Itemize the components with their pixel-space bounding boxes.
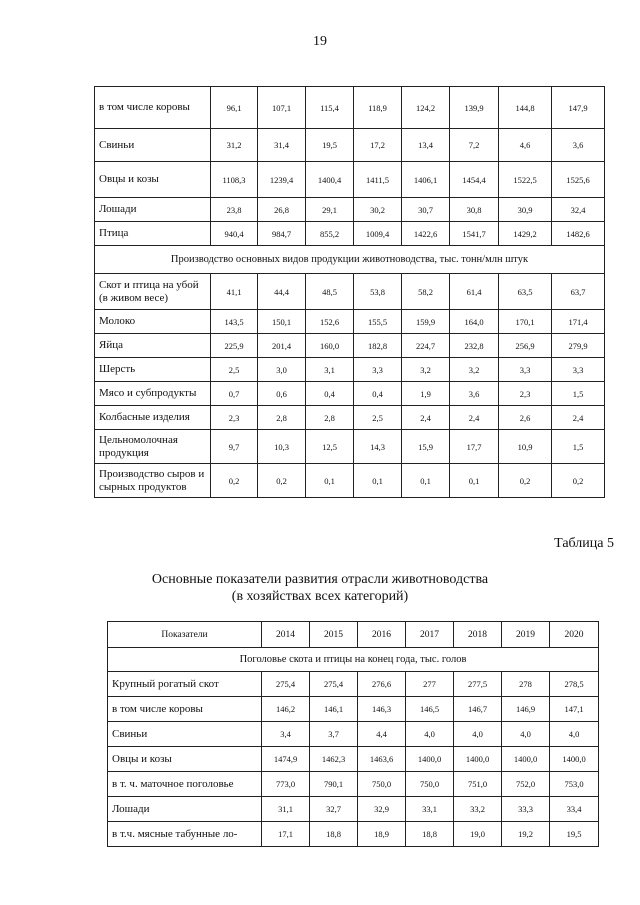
row-label: Шерсть xyxy=(95,358,211,382)
cell-value: 33,4 xyxy=(550,797,599,822)
cell-value: 3,6 xyxy=(552,129,605,162)
cell-value: 256,9 xyxy=(499,334,552,358)
cell-value: 275,4 xyxy=(310,672,358,697)
cell-value: 1462,3 xyxy=(310,747,358,772)
cell-value: 225,9 xyxy=(211,334,258,358)
cell-value: 19,5 xyxy=(306,129,354,162)
table-row xyxy=(95,274,605,310)
cell-value: 152,6 xyxy=(306,310,354,334)
cell-value: 19,0 xyxy=(454,822,502,847)
cell-value: 3,2 xyxy=(402,358,450,382)
cell-value: 751,0 xyxy=(454,772,502,797)
livestock-indicators-table xyxy=(107,621,599,847)
cell-value: 107,1 xyxy=(258,87,306,129)
cell-value: 1525,6 xyxy=(552,162,605,198)
table-row xyxy=(108,797,599,822)
row-label: Скот и птица на убой (в живом весе) xyxy=(95,274,211,310)
cell-value: 3,3 xyxy=(354,358,402,382)
table-label: Таблица 5 xyxy=(554,536,614,551)
page-number: 19 xyxy=(313,34,327,49)
header-year: 2017 xyxy=(406,622,454,648)
row-label: Птица xyxy=(95,222,211,246)
cell-value: 0,7 xyxy=(211,382,258,406)
cell-value: 4,6 xyxy=(499,129,552,162)
table-title-line-1: Основные показатели развития отрасли животноводства xyxy=(151,572,489,587)
cell-value: 18,9 xyxy=(358,822,406,847)
cell-value: 984,7 xyxy=(258,222,306,246)
cell-value: 147,9 xyxy=(552,87,605,129)
cell-value: 0,2 xyxy=(552,464,605,498)
cell-value: 750,0 xyxy=(406,772,454,797)
cell-value: 170,1 xyxy=(499,310,552,334)
cell-value: 2,3 xyxy=(211,406,258,430)
table-row xyxy=(108,822,599,847)
table-row xyxy=(108,747,599,772)
row-label: в т. ч. маточное поголовье xyxy=(108,772,262,797)
header-year: 2018 xyxy=(454,622,502,648)
cell-value: 30,8 xyxy=(450,198,499,222)
cell-value: 1463,6 xyxy=(358,747,406,772)
cell-value: 146,3 xyxy=(358,697,406,722)
table-row xyxy=(108,772,599,797)
cell-value: 3,1 xyxy=(306,358,354,382)
cell-value: 31,4 xyxy=(258,129,306,162)
cell-value: 19,2 xyxy=(502,822,550,847)
table-row xyxy=(95,198,605,222)
cell-value: 2,6 xyxy=(499,406,552,430)
cell-value: 115,4 xyxy=(306,87,354,129)
cell-value: 201,4 xyxy=(258,334,306,358)
cell-value: 48,5 xyxy=(306,274,354,310)
cell-value: 14,3 xyxy=(354,430,402,464)
cell-value: 3,4 xyxy=(262,722,310,747)
cell-value: 2,4 xyxy=(402,406,450,430)
cell-value: 164,0 xyxy=(450,310,499,334)
cell-value: 18,8 xyxy=(406,822,454,847)
section-title: Производство основных видов продукции животноводства, тыс. тонн/млн штук xyxy=(95,246,605,274)
cell-value: 752,0 xyxy=(502,772,550,797)
cell-value: 0,6 xyxy=(258,382,306,406)
cell-value: 146,2 xyxy=(262,697,310,722)
table-row xyxy=(95,162,605,198)
row-label: в том числе коровы xyxy=(108,697,262,722)
cell-value: 31,2 xyxy=(211,129,258,162)
cell-value: 0,2 xyxy=(258,464,306,498)
table-row xyxy=(95,382,605,406)
cell-value: 63,5 xyxy=(499,274,552,310)
cell-value: 0,1 xyxy=(354,464,402,498)
cell-value: 58,2 xyxy=(402,274,450,310)
cell-value: 0,1 xyxy=(306,464,354,498)
cell-value: 124,2 xyxy=(402,87,450,129)
cell-value: 146,5 xyxy=(406,697,454,722)
cell-value: 17,1 xyxy=(262,822,310,847)
cell-value: 32,9 xyxy=(358,797,406,822)
cell-value: 279,9 xyxy=(552,334,605,358)
cell-value: 4,0 xyxy=(454,722,502,747)
table-row xyxy=(95,430,605,464)
header-year: 2015 xyxy=(310,622,358,648)
cell-value: 26,8 xyxy=(258,198,306,222)
cell-value: 940,4 xyxy=(211,222,258,246)
cell-value: 277,5 xyxy=(454,672,502,697)
cell-value: 171,4 xyxy=(552,310,605,334)
section-row xyxy=(95,246,605,274)
row-label: Яйца xyxy=(95,334,211,358)
cell-value: 855,2 xyxy=(306,222,354,246)
cell-value: 753,0 xyxy=(550,772,599,797)
row-label: Крупный рогатый скот xyxy=(108,672,262,697)
cell-value: 0,4 xyxy=(306,382,354,406)
cell-value: 96,1 xyxy=(211,87,258,129)
cell-value: 33,1 xyxy=(406,797,454,822)
header-indicator: Показатели xyxy=(108,622,262,648)
cell-value: 10,9 xyxy=(499,430,552,464)
cell-value: 2,8 xyxy=(306,406,354,430)
cell-value: 17,7 xyxy=(450,430,499,464)
cell-value: 44,4 xyxy=(258,274,306,310)
cell-value: 17,2 xyxy=(354,129,402,162)
table-row xyxy=(95,310,605,334)
cell-value: 7,2 xyxy=(450,129,499,162)
cell-value: 1406,1 xyxy=(402,162,450,198)
table-row xyxy=(95,406,605,430)
cell-value: 2,4 xyxy=(450,406,499,430)
table-row xyxy=(108,722,599,747)
cell-value: 150,1 xyxy=(258,310,306,334)
cell-value: 3,2 xyxy=(450,358,499,382)
cell-value: 15,9 xyxy=(402,430,450,464)
row-label: в т.ч. мясные табунные ло- xyxy=(108,822,262,847)
cell-value: 278 xyxy=(502,672,550,697)
cell-value: 2,4 xyxy=(552,406,605,430)
livestock-continuation-table xyxy=(94,86,605,498)
row-label: Лошади xyxy=(108,797,262,822)
cell-value: 1108,3 xyxy=(211,162,258,198)
cell-value: 182,8 xyxy=(354,334,402,358)
cell-value: 4,0 xyxy=(502,722,550,747)
table-row xyxy=(95,358,605,382)
cell-value: 1454,4 xyxy=(450,162,499,198)
cell-value: 1429,2 xyxy=(499,222,552,246)
cell-value: 3,7 xyxy=(310,722,358,747)
cell-value: 0,2 xyxy=(211,464,258,498)
row-label: Колбасные изделия xyxy=(95,406,211,430)
cell-value: 277 xyxy=(406,672,454,697)
cell-value: 2,3 xyxy=(499,382,552,406)
cell-value: 1422,6 xyxy=(402,222,450,246)
cell-value: 1411,5 xyxy=(354,162,402,198)
cell-value: 118,9 xyxy=(354,87,402,129)
table-header-row xyxy=(108,622,599,648)
row-label: Производство сыров и сырных продуктов xyxy=(95,464,211,498)
cell-value: 31,1 xyxy=(262,797,310,822)
row-label: Мясо и субпродукты xyxy=(95,382,211,406)
section-title: Поголовье скота и птицы на конец года, тыс. голов xyxy=(108,648,599,672)
cell-value: 30,7 xyxy=(402,198,450,222)
cell-value: 1,9 xyxy=(402,382,450,406)
cell-value: 224,7 xyxy=(402,334,450,358)
row-label: Лошади xyxy=(95,198,211,222)
header-year: 2016 xyxy=(358,622,406,648)
table-row xyxy=(108,697,599,722)
cell-value: 3,3 xyxy=(499,358,552,382)
cell-value: 12,5 xyxy=(306,430,354,464)
cell-value: 19,5 xyxy=(550,822,599,847)
cell-value: 4,0 xyxy=(406,722,454,747)
cell-value: 1400,0 xyxy=(502,747,550,772)
cell-value: 1482,6 xyxy=(552,222,605,246)
cell-value: 1522,5 xyxy=(499,162,552,198)
cell-value: 146,7 xyxy=(454,697,502,722)
row-label: Молоко xyxy=(95,310,211,334)
cell-value: 33,2 xyxy=(454,797,502,822)
row-label: Овцы и козы xyxy=(108,747,262,772)
cell-value: 53,8 xyxy=(354,274,402,310)
cell-value: 3,3 xyxy=(552,358,605,382)
row-label: Свиньи xyxy=(95,129,211,162)
table-title xyxy=(0,571,640,605)
cell-value: 2,5 xyxy=(211,358,258,382)
cell-value: 1541,7 xyxy=(450,222,499,246)
cell-value: 275,4 xyxy=(262,672,310,697)
cell-value: 2,8 xyxy=(258,406,306,430)
table-row xyxy=(108,672,599,697)
table-row xyxy=(95,87,605,129)
cell-value: 232,8 xyxy=(450,334,499,358)
cell-value: 4,0 xyxy=(550,722,599,747)
cell-value: 1400,4 xyxy=(306,162,354,198)
cell-value: 790,1 xyxy=(310,772,358,797)
row-label: в том числе коровы xyxy=(95,87,211,129)
cell-value: 33,3 xyxy=(502,797,550,822)
cell-value: 0,1 xyxy=(402,464,450,498)
cell-value: 13,4 xyxy=(402,129,450,162)
cell-value: 1474,9 xyxy=(262,747,310,772)
cell-value: 3,0 xyxy=(258,358,306,382)
cell-value: 32,4 xyxy=(552,198,605,222)
cell-value: 147,1 xyxy=(550,697,599,722)
cell-value: 278,5 xyxy=(550,672,599,697)
cell-value: 144,8 xyxy=(499,87,552,129)
table-title-line-2: (в хозяйствах всех категорий) xyxy=(231,589,409,604)
cell-value: 1,5 xyxy=(552,382,605,406)
cell-value: 143,5 xyxy=(211,310,258,334)
cell-value: 61,4 xyxy=(450,274,499,310)
cell-value: 4,4 xyxy=(358,722,406,747)
cell-value: 30,9 xyxy=(499,198,552,222)
cell-value: 276,6 xyxy=(358,672,406,697)
cell-value: 30,2 xyxy=(354,198,402,222)
cell-value: 160,0 xyxy=(306,334,354,358)
header-year: 2014 xyxy=(262,622,310,648)
table-row xyxy=(95,129,605,162)
cell-value: 18,8 xyxy=(310,822,358,847)
cell-value: 159,9 xyxy=(402,310,450,334)
cell-value: 750,0 xyxy=(358,772,406,797)
row-label: Цельномолочная продукция xyxy=(95,430,211,464)
header-year: 2020 xyxy=(550,622,599,648)
cell-value: 1400,0 xyxy=(550,747,599,772)
cell-value: 0,1 xyxy=(450,464,499,498)
cell-value: 139,9 xyxy=(450,87,499,129)
cell-value: 3,6 xyxy=(450,382,499,406)
cell-value: 146,9 xyxy=(502,697,550,722)
row-label: Овцы и козы xyxy=(95,162,211,198)
cell-value: 9,7 xyxy=(211,430,258,464)
cell-value: 2,5 xyxy=(354,406,402,430)
cell-value: 1400,0 xyxy=(454,747,502,772)
cell-value: 10,3 xyxy=(258,430,306,464)
row-label: Свиньи xyxy=(108,722,262,747)
cell-value: 1400,0 xyxy=(406,747,454,772)
cell-value: 0,2 xyxy=(499,464,552,498)
table-row xyxy=(95,464,605,498)
cell-value: 41,1 xyxy=(211,274,258,310)
cell-value: 63,7 xyxy=(552,274,605,310)
table-row xyxy=(95,222,605,246)
cell-value: 1239,4 xyxy=(258,162,306,198)
cell-value: 1009,4 xyxy=(354,222,402,246)
cell-value: 146,1 xyxy=(310,697,358,722)
cell-value: 0,4 xyxy=(354,382,402,406)
cell-value: 32,7 xyxy=(310,797,358,822)
section-row xyxy=(108,648,599,672)
cell-value: 155,5 xyxy=(354,310,402,334)
header-year: 2019 xyxy=(502,622,550,648)
cell-value: 773,0 xyxy=(262,772,310,797)
cell-value: 1,5 xyxy=(552,430,605,464)
cell-value: 23,8 xyxy=(211,198,258,222)
table-row xyxy=(95,334,605,358)
cell-value: 29,1 xyxy=(306,198,354,222)
